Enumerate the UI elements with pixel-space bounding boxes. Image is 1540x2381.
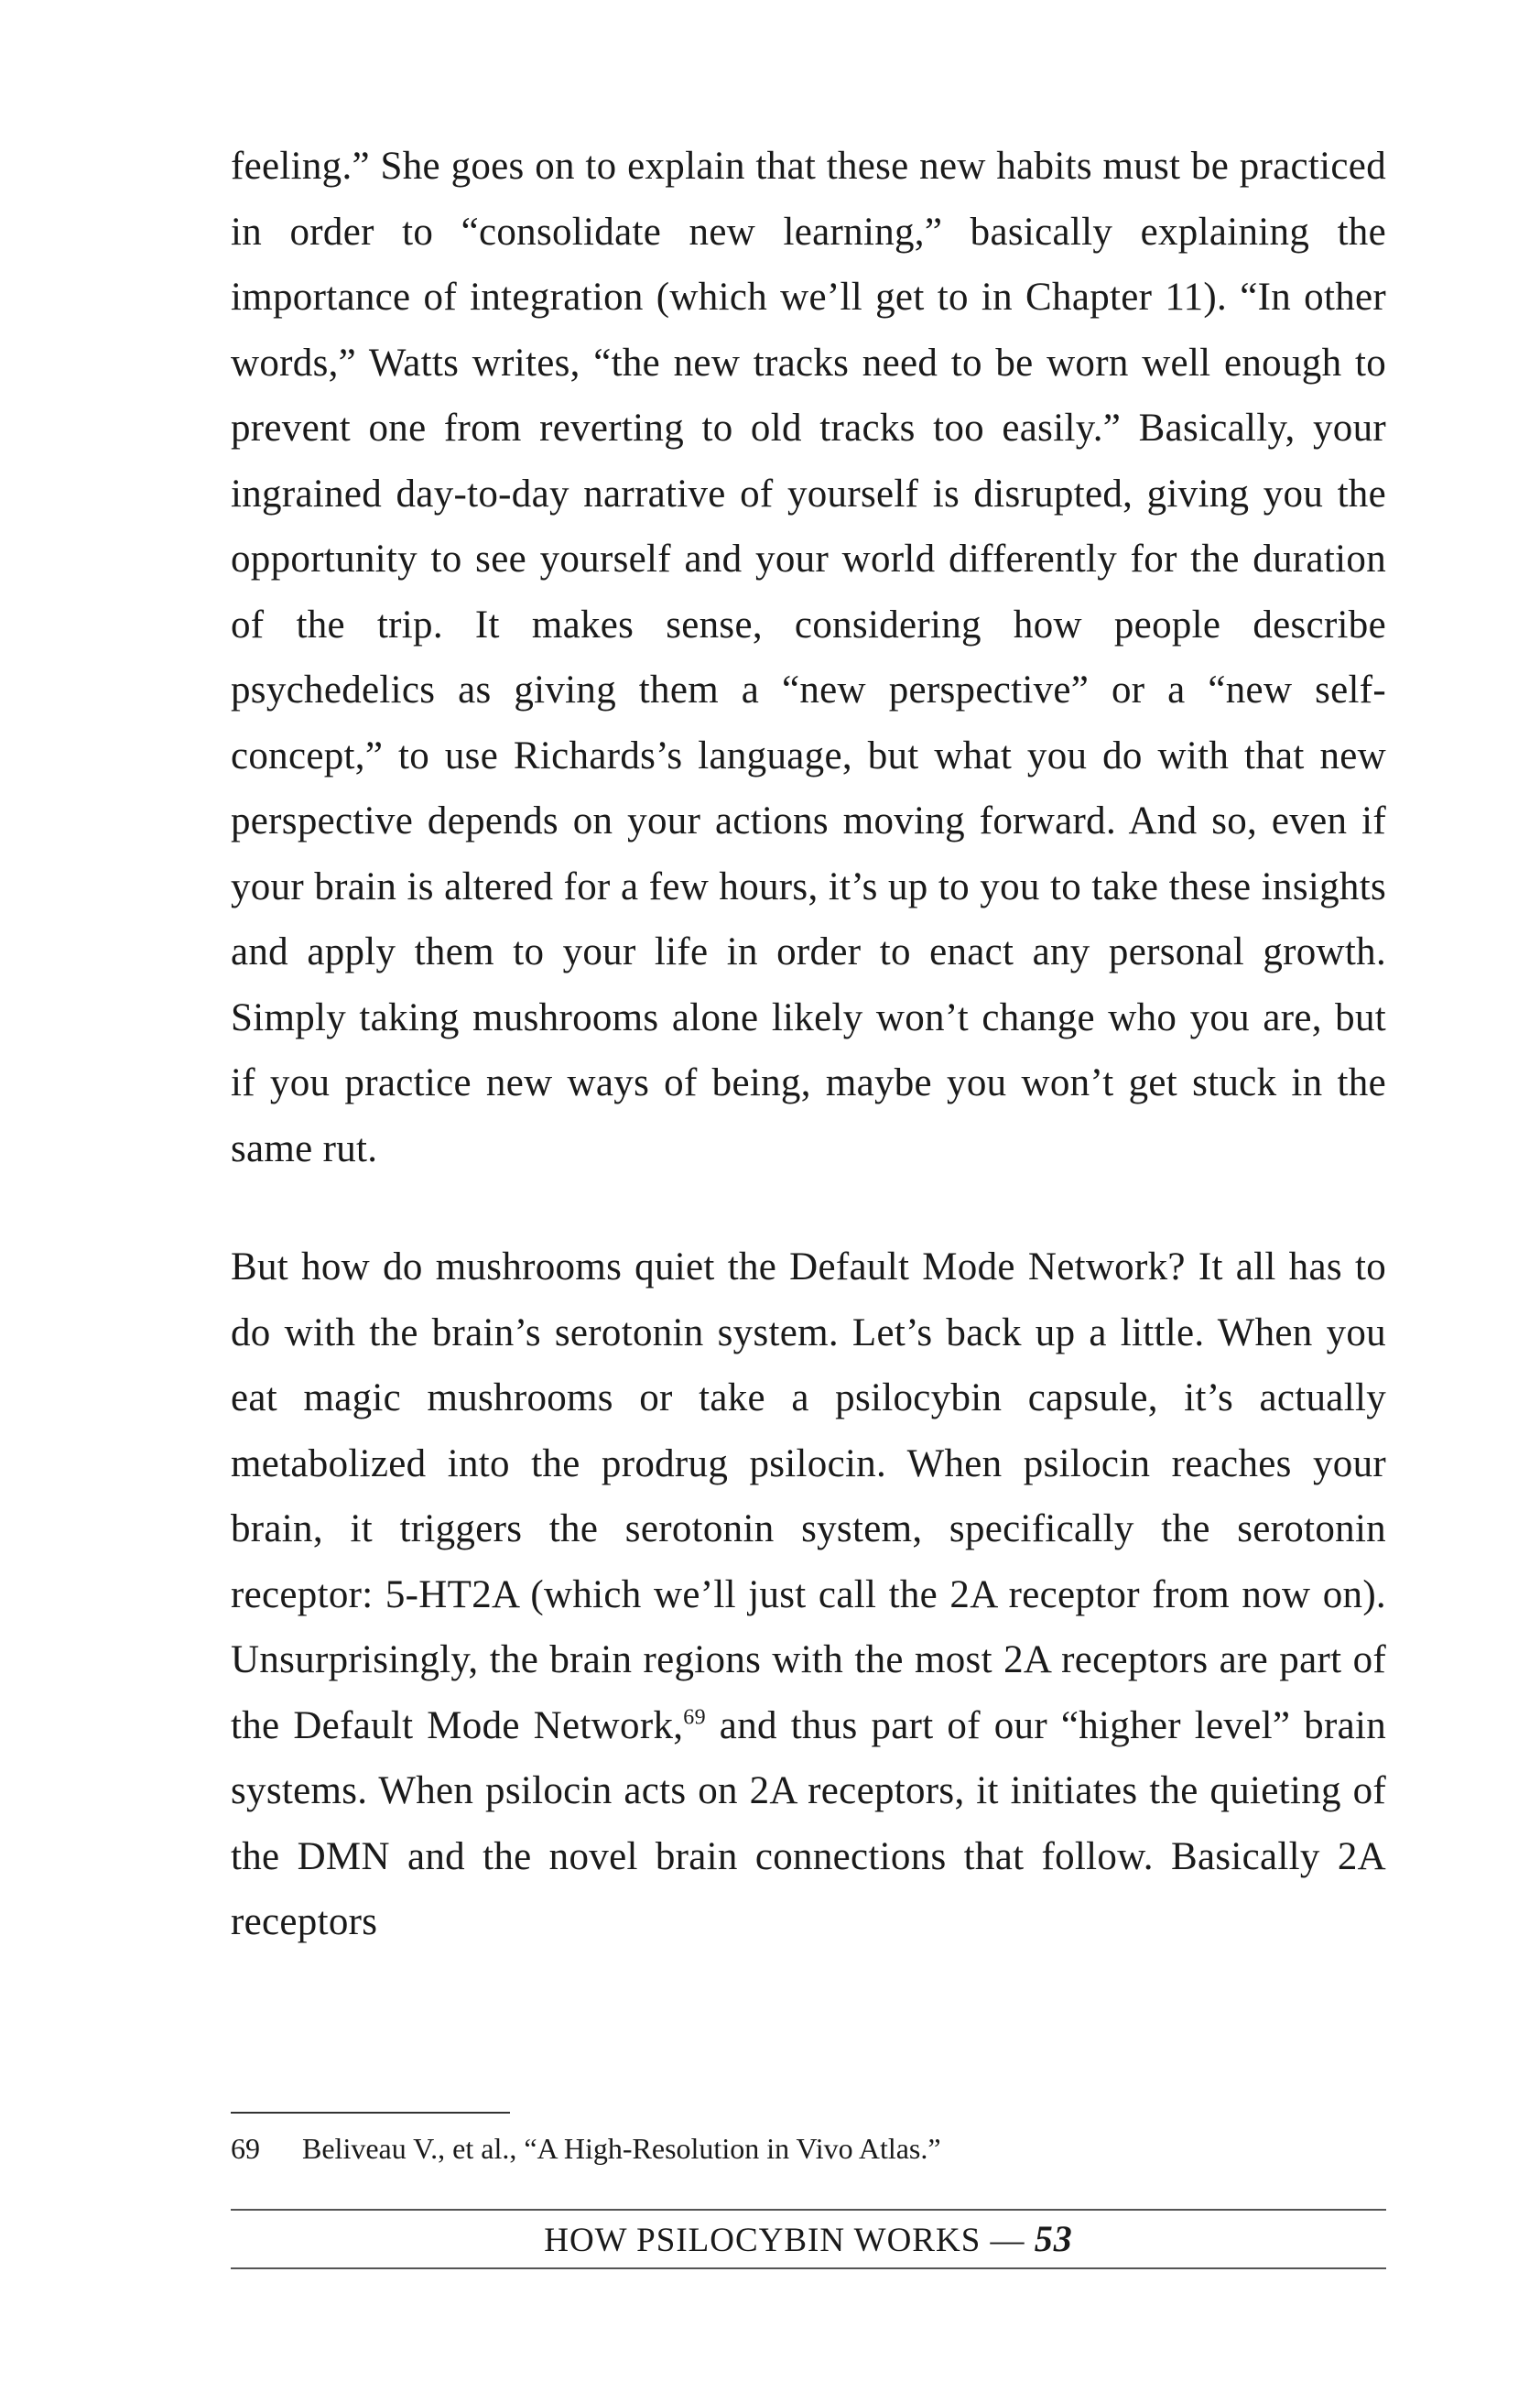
footer-top-rule [231, 2209, 1386, 2211]
paragraph-2-text: But how do mushrooms quiet the Default Mode Network? It all has to do with the brain’s serotonin system. Let’s back up a little. When you eat magic mushrooms or take a psilocybin capsule, it’s actually metabolized into the prodrug psilocin. When psilocin reaches your brain, it triggers the serotonin system, specifically the serotonin receptor: 5-HT2A (which we’ll just call the 2A receptor from now on). Unsurprisingly, the brain regions with the most 2A receptors are part of the Default Mode Network, [231, 1245, 1386, 1747]
footnote-divider [231, 2112, 510, 2114]
footnote-reference[interactable]: 69 [683, 1705, 706, 1730]
footnote-text: Beliveau V., et al., “A High-Resolution in Vivo Atlas.” [302, 2132, 941, 2165]
footnote-number: 69 [231, 2132, 260, 2165]
paragraph-1: feeling.” She goes on to explain that these new habits must be practiced in order to “consolidate new learning,” basically explaining the importance of integration (which we’ll get to in Chapter 11). “In other words,” Watts writes, “the new tracks need to be worn well enough to prevent one from reverting to old tracks too easily.” Basically, your ingrained day-to-day narrative of yourself is disrupted, giving you the opportunity to see yourself and your world differently for the duration of the trip. It makes sense, considering how people describe psychedelics as giving them a “new perspective” or a “new self-concept,” to use Richards’s language, but what you do with that new perspective depends on your actions moving forward. And so, even if your brain is altered for a few hours, it’s up to you to take these insights and apply them to your life in order to enact any personal growth. Simply taking mushrooms alone likely won’t change who you are, but if you practice new ways of being, maybe you won’t get stuck in the same rut. [231, 145, 1386, 1170]
footnote [231, 2128, 1386, 2169]
page-number: 53 [1034, 2218, 1073, 2259]
paragraph-2-tail: and thus part of our “higher level” brain systems. When psilocin acts on 2A receptors, it initiates the quieting of the DMN and the novel brain connections that follow. Basically 2A receptors [231, 1703, 1386, 1943]
footer-bottom-rule [231, 2267, 1386, 2269]
page-body [231, 134, 1386, 1955]
running-footer [231, 2214, 1386, 2266]
running-title: HOW PSILOCYBIN WORKS — [544, 2222, 1035, 2259]
paragraph-2 [231, 1234, 1386, 1955]
